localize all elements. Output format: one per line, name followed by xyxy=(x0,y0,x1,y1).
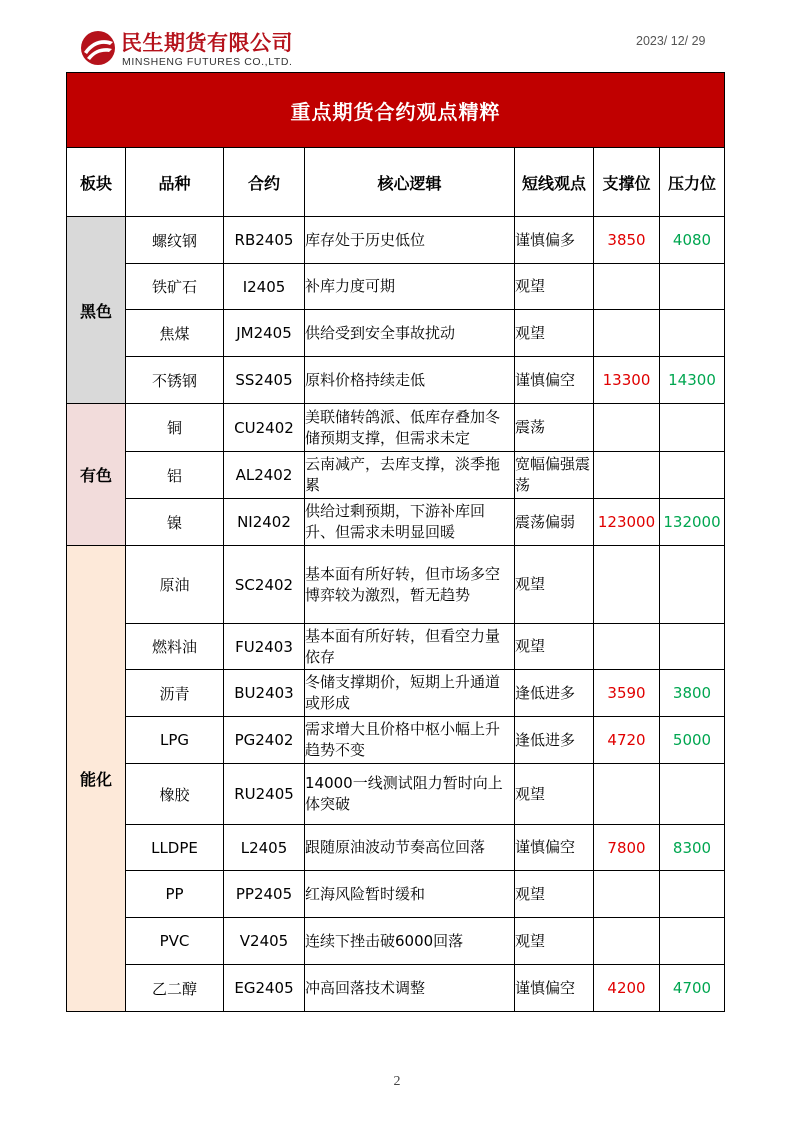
resistance-cell xyxy=(660,764,725,825)
view-cell: 观望 xyxy=(515,918,594,965)
variety-cell: 沥青 xyxy=(126,670,224,717)
col-header-variety: 品种 xyxy=(126,148,224,217)
col-header-resistance: 压力位 xyxy=(660,148,725,217)
page-number: 2 xyxy=(393,1074,401,1089)
logic-cell: 需求增大且价格中枢小幅上升趋势不变 xyxy=(305,717,515,764)
variety-cell: LPG xyxy=(126,717,224,764)
contract-cell: AL2402 xyxy=(224,452,305,499)
logic-cell: 库存处于历史低位 xyxy=(305,217,515,264)
variety-cell: 原油 xyxy=(126,546,224,624)
logic-cell: 跟随原油波动节奏高位回落 xyxy=(305,825,515,871)
logic-cell: 冲高回落技术调整 xyxy=(305,965,515,1012)
variety-cell: 不锈钢 xyxy=(126,357,224,404)
view-cell: 观望 xyxy=(515,764,594,825)
view-cell: 观望 xyxy=(515,624,594,670)
table-row xyxy=(67,717,725,764)
logic-cell: 美联储转鸽派、低库存叠加冬储预期支撑，但需求未定 xyxy=(305,404,515,452)
variety-cell: 螺纹钢 xyxy=(126,217,224,264)
contract-cell: NI2402 xyxy=(224,499,305,546)
resistance-cell xyxy=(660,452,725,499)
view-cell: 震荡偏弱 xyxy=(515,499,594,546)
table-row xyxy=(67,499,725,546)
resistance-cell: 5000 xyxy=(660,717,725,764)
logic-cell: 原料价格持续走低 xyxy=(305,357,515,404)
variety-cell: 铁矿石 xyxy=(126,264,224,310)
resistance-cell xyxy=(660,404,725,452)
view-cell: 观望 xyxy=(515,546,594,624)
logic-cell: 基本面有所好转，但看空力量依存 xyxy=(305,624,515,670)
resistance-cell xyxy=(660,624,725,670)
table-row xyxy=(67,546,725,624)
table-title: 重点期货合约观点精粹 xyxy=(67,73,725,148)
contract-cell: RU2405 xyxy=(224,764,305,825)
contract-cell: SC2402 xyxy=(224,546,305,624)
support-cell: 123000 xyxy=(594,499,660,546)
table-row xyxy=(67,825,725,871)
logic-cell: 供给受到安全事故扰动 xyxy=(305,310,515,357)
view-cell: 谨慎偏空 xyxy=(515,965,594,1012)
variety-cell: 橡胶 xyxy=(126,764,224,825)
page-header xyxy=(0,0,794,72)
contract-cell: PG2402 xyxy=(224,717,305,764)
futures-views-table xyxy=(66,72,725,1012)
support-cell xyxy=(594,871,660,918)
variety-cell: PP xyxy=(126,871,224,918)
table-row xyxy=(67,764,725,825)
logic-cell: 连续下挫击破6000回落 xyxy=(305,918,515,965)
resistance-cell xyxy=(660,546,725,624)
support-cell xyxy=(594,264,660,310)
logic-cell: 14000一线测试阻力暂时向上体突破 xyxy=(305,764,515,825)
table-row xyxy=(67,264,725,310)
resistance-cell xyxy=(660,871,725,918)
col-header-logic: 核心逻辑 xyxy=(305,148,515,217)
support-cell: 4200 xyxy=(594,965,660,1012)
view-cell: 逢低进多 xyxy=(515,717,594,764)
resistance-cell: 4080 xyxy=(660,217,725,264)
variety-cell: LLDPE xyxy=(126,825,224,871)
sector-nonferrous: 有色 xyxy=(67,404,126,546)
contract-cell: L2405 xyxy=(224,825,305,871)
contract-cell: PP2405 xyxy=(224,871,305,918)
support-cell: 3590 xyxy=(594,670,660,717)
contract-cell: CU2402 xyxy=(224,404,305,452)
table-row xyxy=(67,965,725,1012)
logic-cell: 基本面有所好转，但市场多空博弈较为激烈，暂无趋势 xyxy=(305,546,515,624)
view-cell: 宽幅偏强震荡 xyxy=(515,452,594,499)
view-cell: 谨慎偏多 xyxy=(515,217,594,264)
variety-cell: 焦煤 xyxy=(126,310,224,357)
variety-cell: 乙二醇 xyxy=(126,965,224,1012)
support-cell: 7800 xyxy=(594,825,660,871)
col-header-sector: 板块 xyxy=(67,148,126,217)
table-row xyxy=(67,357,725,404)
contract-cell: RB2405 xyxy=(224,217,305,264)
resistance-cell: 4700 xyxy=(660,965,725,1012)
col-header-short-view: 短线观点 xyxy=(515,148,594,217)
resistance-cell: 132000 xyxy=(660,499,725,546)
col-header-support: 支撑位 xyxy=(594,148,660,217)
resistance-cell xyxy=(660,264,725,310)
support-cell xyxy=(594,764,660,825)
logic-cell: 供给过剩预期，下游补库回升、但需求未明显回暖 xyxy=(305,499,515,546)
contract-cell: V2405 xyxy=(224,918,305,965)
view-cell: 观望 xyxy=(515,310,594,357)
contract-cell: BU2403 xyxy=(224,670,305,717)
sector-black: 黑色 xyxy=(67,217,126,404)
resistance-cell: 14300 xyxy=(660,357,725,404)
table-row xyxy=(67,452,725,499)
company-name-en: MINSHENG FUTURES CO.,LTD. xyxy=(122,56,293,68)
support-cell xyxy=(594,404,660,452)
contract-cell: I2405 xyxy=(224,264,305,310)
contract-cell: EG2405 xyxy=(224,965,305,1012)
table-row xyxy=(67,404,725,452)
logic-cell: 红海风险暂时缓和 xyxy=(305,871,515,918)
variety-cell: PVC xyxy=(126,918,224,965)
support-cell: 4720 xyxy=(594,717,660,764)
view-cell: 谨慎偏空 xyxy=(515,825,594,871)
resistance-cell: 3800 xyxy=(660,670,725,717)
support-cell xyxy=(594,310,660,357)
support-cell xyxy=(594,452,660,499)
table-row xyxy=(67,310,725,357)
view-cell: 逢低进多 xyxy=(515,670,594,717)
support-cell xyxy=(594,918,660,965)
table-row xyxy=(67,670,725,717)
support-cell: 3850 xyxy=(594,217,660,264)
table-row xyxy=(67,918,725,965)
view-cell: 谨慎偏空 xyxy=(515,357,594,404)
view-cell: 观望 xyxy=(515,264,594,310)
view-cell: 震荡 xyxy=(515,404,594,452)
resistance-cell xyxy=(660,918,725,965)
resistance-cell: 8300 xyxy=(660,825,725,871)
variety-cell: 铝 xyxy=(126,452,224,499)
contract-cell: FU2403 xyxy=(224,624,305,670)
variety-cell: 铜 xyxy=(126,404,224,452)
contract-cell: SS2405 xyxy=(224,357,305,404)
logic-cell: 补库力度可期 xyxy=(305,264,515,310)
report-date: 2023/ 12/ 29 xyxy=(636,34,706,48)
support-cell: 13300 xyxy=(594,357,660,404)
support-cell xyxy=(594,624,660,670)
table-row xyxy=(67,624,725,670)
minsheng-logo-icon xyxy=(80,30,116,66)
col-header-contract: 合约 xyxy=(224,148,305,217)
contract-cell: JM2405 xyxy=(224,310,305,357)
support-cell xyxy=(594,546,660,624)
logic-cell: 冬储支撑期价，短期上升通道或形成 xyxy=(305,670,515,717)
variety-cell: 燃料油 xyxy=(126,624,224,670)
logic-cell: 云南减产，去库支撑，淡季拖累 xyxy=(305,452,515,499)
view-cell: 观望 xyxy=(515,871,594,918)
table-header-row xyxy=(67,148,725,217)
resistance-cell xyxy=(660,310,725,357)
company-name-cn: 民生期货有限公司 xyxy=(121,31,293,55)
variety-cell: 镍 xyxy=(126,499,224,546)
table-row xyxy=(67,217,725,264)
sector-energy: 能化 xyxy=(67,546,126,1012)
table-row xyxy=(67,871,725,918)
